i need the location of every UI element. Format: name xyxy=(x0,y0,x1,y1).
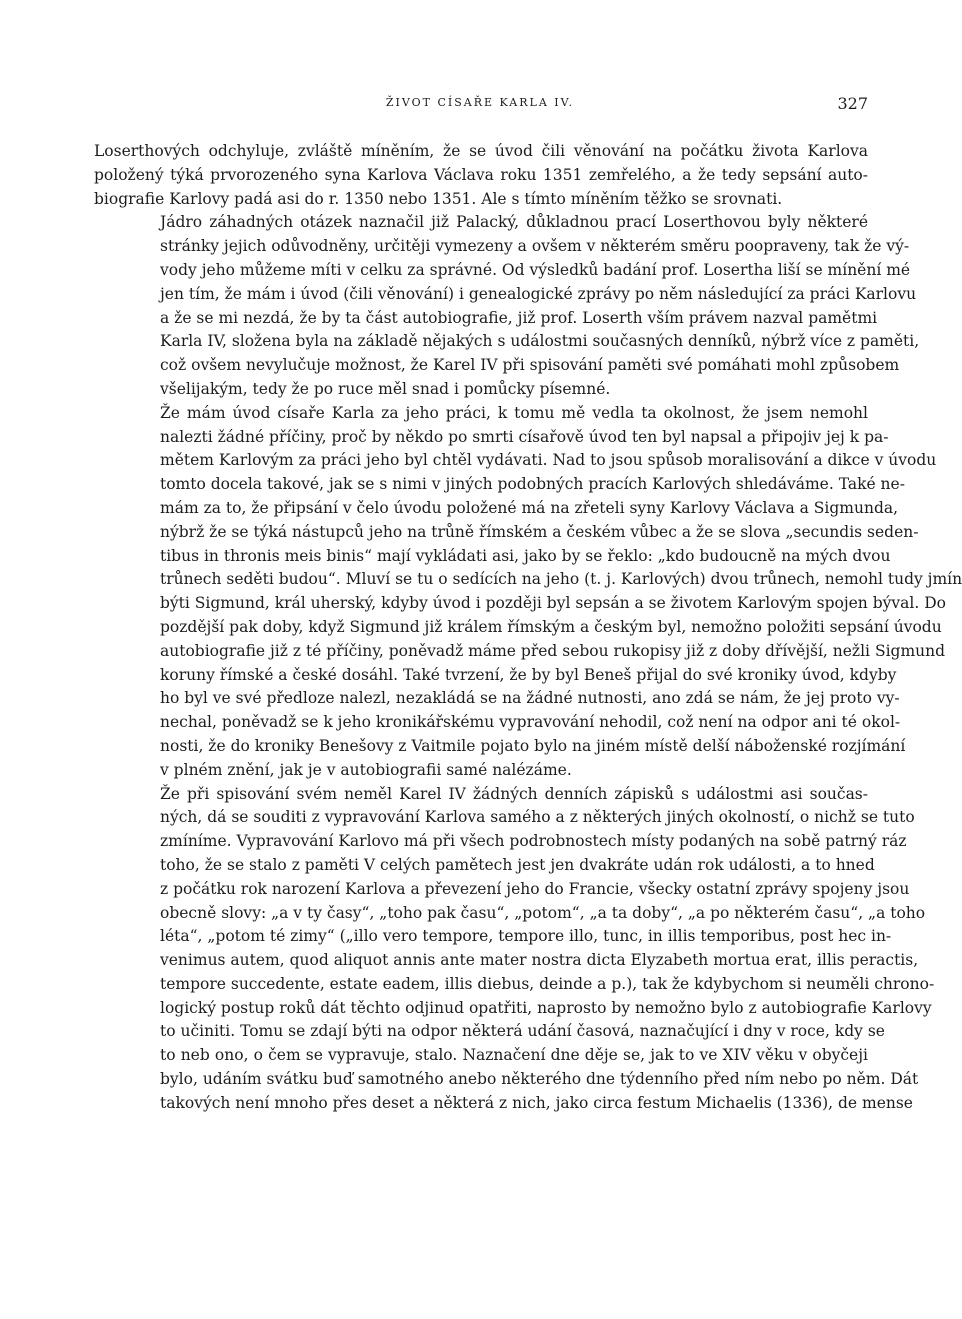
text-line: Loserthových odchyluje, zvláště míněním, že se úvod čili věnování na počátku života Karlova xyxy=(94,142,868,160)
text-line: pozdější pak doby, když Sigmund již králem římským a českým byl, nemožno položiti sepsání úvodu xyxy=(160,617,942,636)
text-line: mám za to, že připsání v čelo úvodu položené má na zřeteli syny Karlovy Václava a Sigmunda, xyxy=(160,498,899,517)
paragraph xyxy=(94,402,962,783)
text-line: takových není mnoho přes deset a některá z nich, jako circa festum Michaelis (1336), de mense xyxy=(160,1093,913,1112)
text-line: a že se mi nezdá, že by ta část autobiografie, již prof. Loserth vším právem nazval pamětmi xyxy=(160,308,878,327)
text-line: položený týká prvorozeného syna Karlova Václava roku 1351 zemřelého, a že tedy sepsání auto- xyxy=(94,165,868,184)
text-line: obecně slovy: „a v ty časy“, „toho pak času“, „potom“, „a ta doby“, „a po některém času“, „a toho xyxy=(160,903,926,922)
text-line: tibus in thronis meis binis“ mají vykládati asi, jako by se řeklo: „kdo budoucně na mých dvou xyxy=(160,546,891,565)
text-line: bylo, udáním svátku buď samotného anebo některého dne týdenního před ním nebo po něm. Dát xyxy=(160,1070,919,1089)
text-line: venimus autem, quod aliquot annis ante mater nostra dicta Elyzabeth mortua erat, illis peractis, xyxy=(160,951,919,970)
text-line: to neb ono, o čem se vypravuje, stalo. Naznačení dne děje se, jak to ve XIV věku v obyčeji xyxy=(160,1046,868,1065)
text-line: logický postup roků dát těchto odjinud opatřiti, naprosto by nemožno bylo z autobiografie Karlovy xyxy=(160,998,932,1017)
text-line: Jádro záhadných otázek naznačil již Palacký, důkladnou prací Loserthovou byly některé xyxy=(160,213,868,232)
text-line: koruny římské a české dosáhl. Také tvrzení, že by byl Beneš přijal do své kroniky úvod, kdyby xyxy=(160,665,897,684)
text-line: nalezti žádné příčiny, proč by někdo po smrti císařově úvod ten byl napsal a připojiv jej k pa- xyxy=(160,427,889,446)
text-line: toho, že se stalo z paměti V celých pamětech jest jen dvakráte udán rok události, a to hned xyxy=(160,855,875,874)
page-number: 327 xyxy=(837,94,868,113)
text-line: trůnech seděti budou“. Mluví se tu o sedících na jeho (t. j. Karlových) dvou trůnech, nemohl tudy jmín xyxy=(160,570,962,589)
text-line: býti Sigmund, král uherský, kdyby úvod i později byl sepsán a se životem Karlovým spojen býval. Do xyxy=(160,594,946,613)
text-line: nechal, poněvadž se k jeho kronikářskému vypravování nehodil, což není na odpor ani té okol- xyxy=(160,713,901,732)
text-line: což ovšem nevylučuje možnost, že Karel IV při spisování paměti své pomáhati mohl způsobem xyxy=(160,356,900,375)
text-line: ných, dá se souditi z vypravování Karlova samého a z některých jiných okolností, o nichž se tuto xyxy=(160,808,915,827)
body-text xyxy=(94,140,962,1116)
text-line: jen tím, že mám i úvod (čili věnování) i genealogické zprávy po něm následující za práci Karlovu xyxy=(160,284,917,303)
text-line: vody jeho můžeme míti v celku za správné. Od výsledků badání prof. Losertha liší se mínění mé xyxy=(160,260,911,279)
text-line: Karla IV, složena byla na základě nějakých s událostmi současných denníků, nýbrž více z paměti, xyxy=(160,332,920,351)
paragraph xyxy=(94,140,868,211)
text-line: ho byl ve své předloze nalezl, nezakládá se na žádné nutnosti, ano zdá se nám, že jej proto vy- xyxy=(160,689,900,708)
text-line: to učiniti. Tomu se zdají býti na odpor některá udání časová, naznačující i dny v roce, kdy se xyxy=(160,1022,885,1041)
text-line: nosti, že do kroniky Benešovy z Vaitmile pojato bylo na jiném místě delší náboženské rozjímání xyxy=(160,736,906,755)
paragraph xyxy=(94,783,935,1116)
text-line: stránky jejich odůvodněny, určitěji vymezeny a ovšem v některém směru poopraveny, tak že vý- xyxy=(160,237,910,256)
running-head: ŽIVOT CÍSAŘE KARLA IV. xyxy=(385,96,575,109)
text-line: biografie Karlovy padá asi do r. 1350 nebo 1351. Ale s tímto míněním těžko se srovnati. xyxy=(94,189,783,208)
text-line: léta“, „potom té zimy“ („illo vero tempore, tempore illo, tunc, in illis temporibus, post hec in- xyxy=(160,927,892,946)
text-line: mětem Karlovým za práci jeho byl chtěl vydávati. Nad to jsou spůsob moralisování a dikce v úvodu xyxy=(160,451,937,470)
text-line: Že při spisování svém neměl Karel IV žádných denních zápisků s událostmi asi součas- xyxy=(160,784,868,803)
paragraph xyxy=(94,211,920,401)
text-line: zmíníme. Vypravování Karlovo má při všech podrobnostech místy podaných na sobě patrný ráz xyxy=(160,832,907,851)
text-line: nýbrž že se týká nástupců jeho na trůně římském a českém vůbec a že se slova „secundis seden- xyxy=(160,522,919,541)
text-line: tempore succedente, estate eadem, illis diebus, deinde a p.), tak že kdybychom si neuměli chrono- xyxy=(160,974,935,993)
text-line: všelijakým, tedy že po ruce měl snad i pomůcky písemné. xyxy=(160,379,611,398)
text-line: Že mám úvod císaře Karla za jeho práci, k tomu mě vedla ta okolnost, že jsem nemohl xyxy=(160,403,868,422)
text-line: z počátku rok narození Karlova a převezení jeho do Francie, všecky ostatní zprávy spojeny jsou xyxy=(160,879,910,898)
text-line: autobiografie již z té příčiny, poněvadž máme před sebou rukopisy již z doby dřívější, nežli Sigmund xyxy=(160,641,946,660)
text-line: v plném znění, jak je v autobiografii samé nalézáme. xyxy=(160,760,572,779)
text-line: tomto docela takové, jak se s nimi v jiných podobných pracích Karlových shledáváme. Také ne- xyxy=(160,475,905,494)
